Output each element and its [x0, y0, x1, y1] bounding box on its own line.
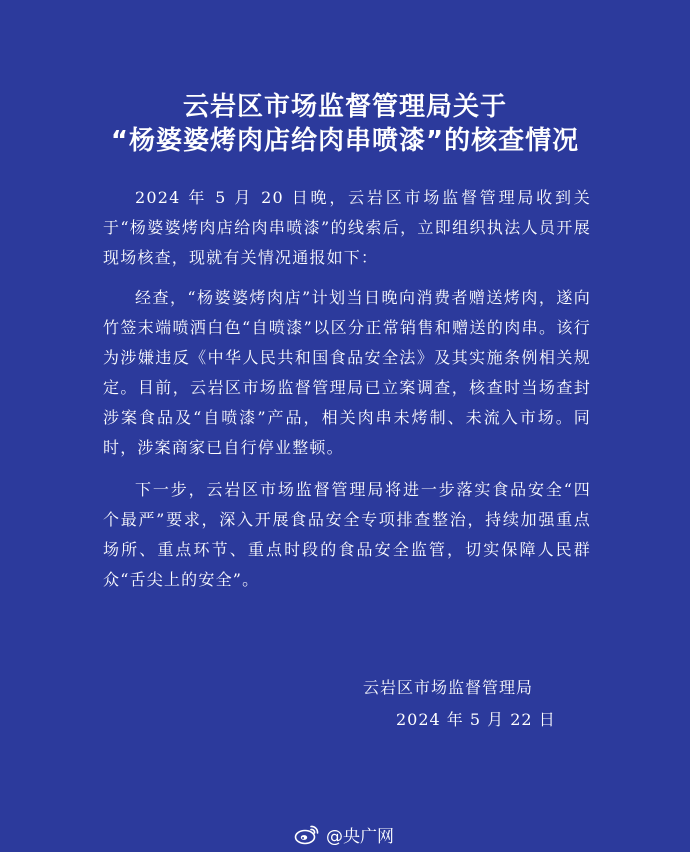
signature-date: 2024 年 5 月 22 日 — [396, 710, 556, 729]
watermark-text: @央广网 — [326, 826, 394, 847]
watermark — [294, 822, 394, 846]
document-title-line-1: 云岩区市场监督管理局关于 — [182, 92, 507, 122]
paragraph-findings: 经查，“杨婆婆烤肉店”计划当日晚向消费者赠送烤肉，遂向竹签末端喷洒白色“自喷漆”以区分正常销售和赠送的肉串。该行为涉嫌违反《中华人民共和国食品安全法》及其实施条例相关规定。目前，云岩区市场监督管理局已立案调查，核查时当场查封涉案食品及“自喷漆”产品，相关肉串未烤制、未流入市场。同时，涉案商家已自行停业整顿。 — [103, 288, 591, 457]
weibo-logo-icon — [294, 823, 320, 845]
signature-organization: 云岩区市场监督管理局 — [363, 678, 534, 697]
paragraph-intro: 2024 年 5 月 20 日晚，云岩区市场监督管理局收到关于“杨婆婆烤肉店给肉串喷漆”的线索后，立即组织执法人员开展现场核查，现就有关情况通报如下： — [103, 188, 591, 267]
paragraph-next-steps: 下一步，云岩区市场监督管理局将进一步落实食品安全“四个最严”要求，深入开展食品安全专项排查整治，持续加强重点场所、重点环节、重点时段的食品安全监管，切实保障人民群众“舌尖上的安全”。 — [103, 480, 591, 589]
document-title-line-2: “杨婆婆烤肉店给肉串喷漆”的核查情况 — [110, 126, 580, 156]
